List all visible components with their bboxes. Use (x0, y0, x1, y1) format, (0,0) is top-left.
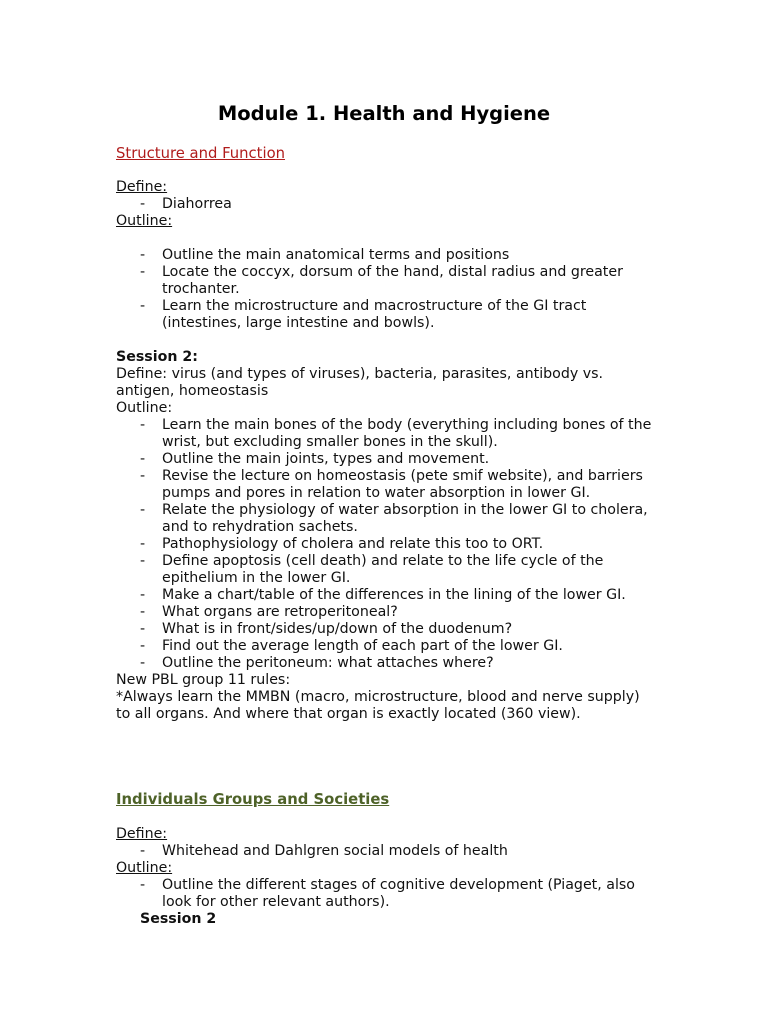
outline-label: Outline: (116, 860, 173, 876)
always-note: *Always learn the MMBN (macro, microstructure, blood and nerve supply) to all organs. And where that organ is exactly located (360 view). (116, 689, 640, 722)
list-item: - Find out the average length of each part of the lower GI. (140, 638, 563, 654)
dash-bullet: - (140, 196, 146, 212)
structure-heading: Structure and Function (116, 145, 286, 162)
list-item: - Locate the coccyx, dorsum of the hand, distal radius and greater trochanter. (140, 264, 623, 297)
individuals-body (116, 826, 656, 928)
list-item: - Outline the main anatomical terms and positions (140, 247, 510, 263)
list-item: - Outline the peritoneum: what attaches where? (140, 655, 494, 671)
individuals-session-label: Session 2 (140, 911, 217, 927)
individuals-section (116, 791, 656, 808)
list-item: - Make a chart/table of the differences in the lining of the lower GI. (140, 587, 626, 603)
list-item: - Learn the microstructure and macrostructure of the GI tract (intestines, large intestine and bowls). (140, 298, 587, 331)
list-item: - What is in front/sides/up/down of the duodenum? (140, 621, 513, 637)
list-item: - What organs are retroperitoneal? (140, 604, 398, 620)
list-item: - Diahorrea (140, 196, 232, 212)
define-list (116, 196, 656, 213)
session2-define: Define: virus (and types of viruses), bacteria, parasites, antibody vs. antigen, homeostasis (116, 366, 604, 399)
session2-outline-list (116, 417, 656, 672)
list-item: - Whitehead and Dahlgren social models of health (140, 843, 508, 859)
outline-label: Outline: (116, 213, 173, 229)
list-item: - Outline the main joints, types and movement. (140, 451, 490, 467)
list-item: - Learn the main bones of the body (everything including bones of the wrist, but excluding smaller bones in the skull). (140, 417, 652, 450)
pbl-rules: New PBL group 11 rules: (116, 672, 291, 688)
session2-outline-label: Outline: (116, 400, 173, 416)
session2-heading: Session 2: (116, 349, 198, 365)
define-label: Define: (116, 179, 168, 195)
list-item: - Outline the different stages of cognitive development (Piaget, also look for other relevant authors). (140, 877, 635, 910)
structure-section (116, 145, 656, 162)
list-item: - Define apoptosis (cell death) and relate to the life cycle of the epithelium in the lower GI. (140, 553, 604, 586)
structure-outline-list (116, 247, 656, 332)
list-item: - Revise the lecture on homeostasis (pete smif website), and barriers pumps and pores in relation to water absorption in lower GI. (140, 468, 643, 501)
session2-section (116, 349, 656, 723)
individuals-heading: Individuals Groups and Societies (116, 791, 390, 808)
list-item: - Relate the physiology of water absorption in the lower GI to cholera, and to rehydration sachets. (140, 502, 648, 535)
document-title: Module 1. Health and Hygiene (217, 102, 551, 125)
list-item: - Pathophysiology of cholera and relate this too to ORT. (140, 536, 544, 552)
define-label: Define: (116, 826, 168, 842)
structure-define (116, 179, 656, 230)
